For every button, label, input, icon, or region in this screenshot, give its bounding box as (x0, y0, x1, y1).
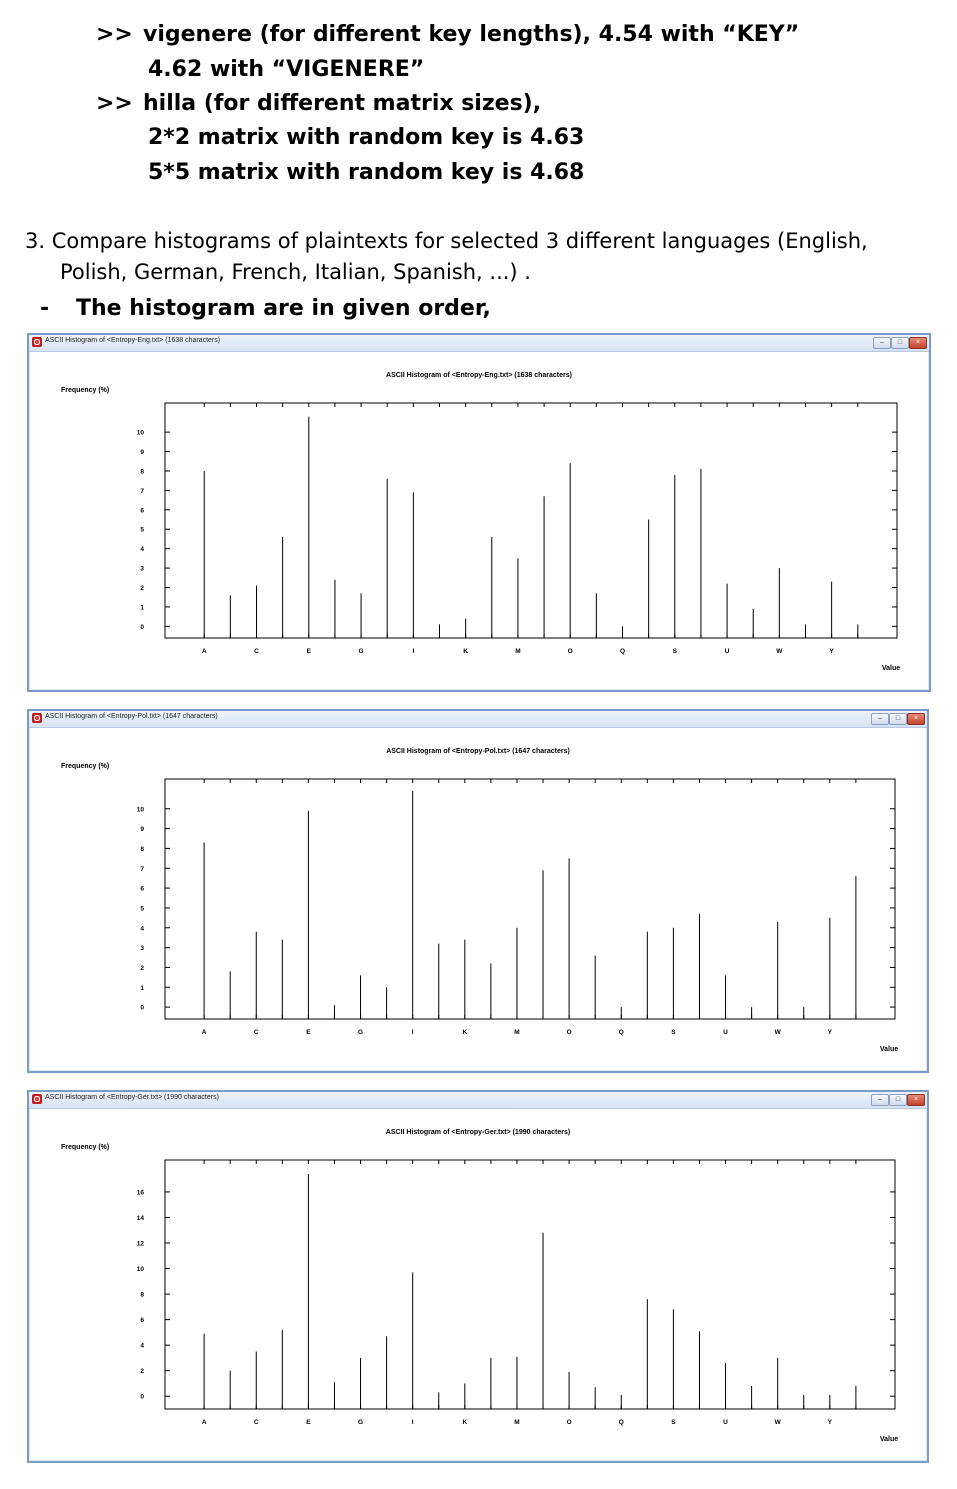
y-axis-label: Frequency (%) (61, 1144, 110, 1151)
y-tick-label: 6 (140, 885, 144, 893)
y-axis-label: Frequency (%) (61, 763, 110, 770)
y-tick-label: 2 (140, 964, 144, 972)
x-axis-label: Value (879, 1436, 899, 1443)
x-tick-label: C (254, 648, 259, 655)
hill-line: hilla (for different matrix sizes), (143, 91, 542, 116)
x-tick-label: U (723, 1029, 728, 1036)
dash-bullet: - (40, 296, 50, 321)
hill-2x2-line: 2*2 matrix with random key is 4.63 (148, 125, 585, 150)
histogram-window-polish (27, 709, 929, 1073)
y-tick-label: 8 (140, 1291, 144, 1299)
bullet-marker: >> (96, 91, 133, 116)
x-tick-label: G (358, 648, 364, 655)
y-tick-label: 6 (140, 1317, 144, 1325)
y-tick-label: 10 (136, 429, 144, 437)
chart-title: ASCII Histogram of <Entropy-Pol.txt> (1647 characters) (386, 748, 570, 755)
window-titlebar[interactable] (29, 335, 929, 352)
y-tick-label: 9 (140, 826, 144, 834)
y-tick-label: 2 (140, 585, 144, 593)
x-tick-label: W (776, 648, 783, 655)
y-tick-label: 14 (136, 1214, 144, 1222)
x-tick-label: O (566, 1419, 572, 1426)
maximize-button[interactable]: □ (891, 337, 909, 349)
x-tick-label: I (412, 648, 415, 655)
y-tick-label: 2 (140, 1368, 144, 1376)
close-button[interactable]: × (907, 1094, 925, 1106)
histogram-window-german (27, 1090, 929, 1463)
y-tick-label: 4 (140, 1342, 144, 1350)
x-tick-label: M (514, 1029, 520, 1036)
x-tick-label: Y (827, 1419, 832, 1426)
x-tick-label: Q (618, 1419, 624, 1426)
x-tick-label: M (515, 648, 521, 655)
x-tick-label: M (514, 1419, 520, 1426)
maximize-button[interactable]: □ (889, 1094, 907, 1106)
y-tick-label: 7 (140, 487, 144, 495)
x-axis-label: Value (879, 1046, 899, 1053)
y-tick-label: 5 (140, 526, 144, 534)
histogram-window-english (27, 333, 931, 692)
x-tick-label: Q (619, 648, 626, 655)
y-tick-label: 8 (140, 468, 144, 476)
window-title: ASCII Histogram of <Entropy-Eng.txt> (1638 characters) (45, 337, 221, 344)
minimize-button[interactable]: – (871, 1094, 889, 1106)
hill-5x5-line: 5*5 matrix with random key is 4.68 (148, 160, 585, 185)
x-tick-label: Y (829, 648, 834, 655)
y-tick-label: 5 (140, 905, 144, 913)
close-button[interactable]: × (909, 337, 927, 349)
maximize-button[interactable]: □ (889, 713, 907, 725)
y-tick-label: 16 (136, 1189, 144, 1197)
x-tick-label: E (306, 648, 311, 655)
y-tick-label: 0 (140, 1004, 144, 1012)
bullet-marker: >> (96, 22, 133, 47)
plot-frame (165, 779, 895, 1019)
x-tick-label: K (463, 648, 468, 655)
window-title: ASCII Histogram of <Entropy-Pol.txt> (1647 characters) (45, 713, 218, 720)
y-tick-label: 9 (140, 449, 144, 457)
window-titlebar[interactable] (29, 711, 927, 728)
chart-title: ASCII Histogram of <Entropy-Ger.txt> (1990 characters) (385, 1129, 571, 1136)
y-tick-label: 1 (140, 984, 144, 992)
x-tick-label: S (672, 648, 677, 655)
x-tick-label: K (462, 1419, 468, 1426)
x-tick-label: A (201, 1029, 207, 1036)
histogram-chart (29, 727, 927, 1071)
x-tick-label: E (306, 1419, 311, 1426)
x-tick-label: W (774, 1419, 781, 1426)
x-tick-label: A (201, 1419, 207, 1426)
x-tick-label: U (724, 648, 730, 655)
x-tick-label: S (671, 1419, 676, 1426)
window-title: ASCII Histogram of <Entropy-Ger.txt> (1990 characters) (45, 1094, 219, 1101)
x-tick-label: E (306, 1029, 311, 1036)
x-tick-label: G (358, 1029, 364, 1036)
y-tick-label: 3 (140, 565, 144, 573)
question-line-1: 3. Compare histograms of plaintexts for selected 3 different languages (English, (25, 229, 868, 253)
x-tick-label: G (358, 1419, 364, 1426)
app-icon (32, 713, 42, 723)
y-axis-label: Frequency (%) (61, 387, 110, 394)
y-tick-label: 4 (140, 546, 144, 554)
x-tick-label: Y (827, 1029, 832, 1036)
vigenere-line-2: 4.62 with “VIGENERE” (148, 57, 425, 82)
x-tick-label: O (567, 648, 573, 655)
y-tick-label: 10 (136, 806, 144, 814)
x-tick-label: W (774, 1029, 781, 1036)
y-tick-label: 8 (140, 845, 144, 853)
close-button[interactable]: × (907, 713, 925, 725)
y-tick-label: 1 (140, 604, 144, 612)
app-icon (32, 337, 42, 347)
histogram-chart (29, 351, 929, 690)
histogram-order-note: The histogram are in given order, (76, 296, 491, 321)
y-tick-label: 0 (140, 623, 144, 631)
x-tick-label: C (253, 1419, 259, 1426)
x-tick-label: I (411, 1419, 414, 1426)
x-tick-label: K (462, 1029, 468, 1036)
y-tick-label: 10 (136, 1266, 144, 1274)
window-titlebar[interactable] (29, 1092, 927, 1109)
x-tick-label: S (671, 1029, 676, 1036)
x-tick-label: O (566, 1029, 572, 1036)
x-tick-label: C (253, 1029, 259, 1036)
x-axis-label: Value (881, 665, 901, 672)
app-icon (32, 1094, 42, 1104)
vigenere-line: vigenere (for different key lengths), 4.54 with “KEY” (143, 22, 800, 47)
x-tick-label: I (411, 1029, 414, 1036)
minimize-button[interactable]: – (873, 337, 891, 349)
y-tick-label: 0 (140, 1393, 144, 1401)
x-tick-label: U (723, 1419, 728, 1426)
y-tick-label: 6 (140, 507, 144, 515)
y-tick-label: 4 (140, 925, 144, 933)
x-tick-label: A (201, 648, 207, 655)
x-tick-label: Q (618, 1029, 624, 1036)
chart-title: ASCII Histogram of <Entropy-Eng.txt> (1638 characters) (386, 372, 572, 379)
plot-frame (165, 403, 897, 638)
minimize-button[interactable]: – (871, 713, 889, 725)
plot-frame (165, 1160, 895, 1409)
y-tick-label: 3 (140, 945, 144, 953)
question-line-2: Polish, German, French, Italian, Spanish, ...) . (60, 260, 531, 284)
histogram-chart (29, 1108, 927, 1461)
y-tick-label: 12 (136, 1240, 144, 1248)
y-tick-label: 7 (140, 865, 144, 873)
